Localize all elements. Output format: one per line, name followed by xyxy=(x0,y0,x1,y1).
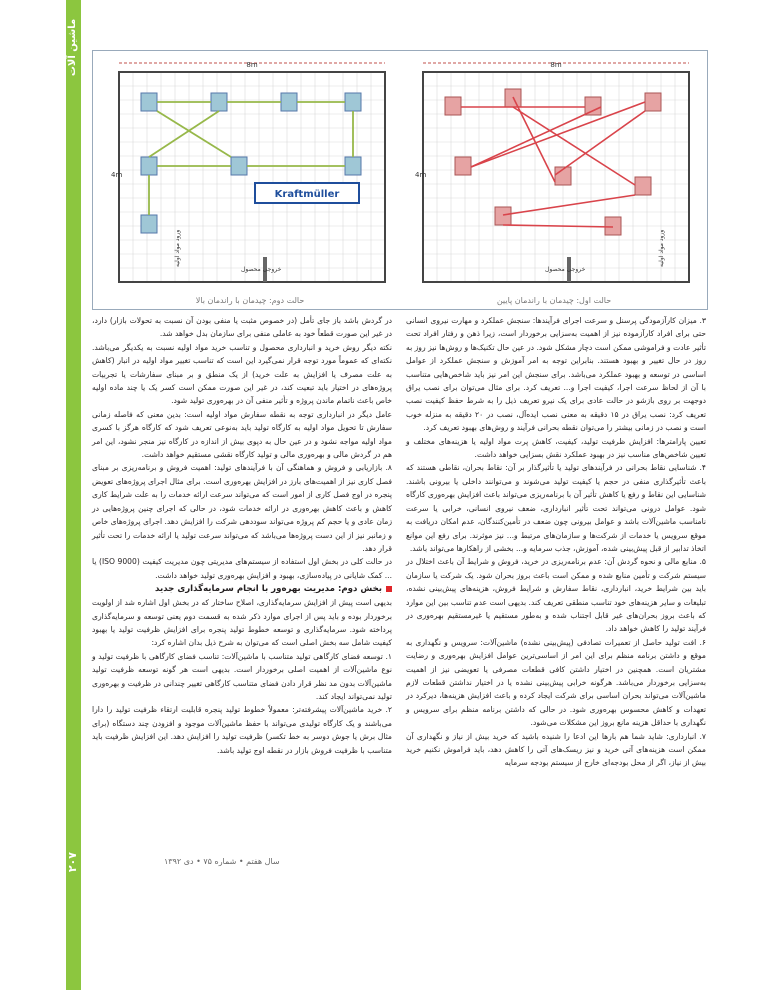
height-label-2: 4m xyxy=(111,171,123,179)
paragraph: در حالت کلی در بخش اول استفاده از سیستم‌های مدیریتی چون مدیریت کیفیت (ISO 9000) یا ... کمک شایانی در پیاده‌سازی، بهبود و افزایش بهره‌وری تولید خواهد داشت. xyxy=(92,557,392,580)
kraftmuller-logo-text: Kraftmüller xyxy=(274,189,340,200)
paragraph: بدیهی است پیش از افزایش سرمایه‌گذاری، اصلاح ساختار که در بخش اول اشاره شد از اولویت برخوردار بوده و باید پس از اجرای موارد ذکر شده به قسمت دوم یعنی توسعه و سرمایه‌گذاری پرداخته شود. سرمایه‌گذاری و توسعه خطوط تولید پنجره برای افزایش ظرفیت تولید یا بهبود کیفیت شامل سه بخش اصلی است که می‌توان به شرح ذیل بدان اشاره کرد: xyxy=(92,598,392,648)
paragraph: ۳. میزان کارآزمودگی پرسنل و سرعت اجرای فرآیندها: سنجش عملکرد و مهارت نیروی انسانی حتی برای افراد کارآزموده نیز از اهمیت به‌سزایی برخوردار است، زیرا ذهن و رفتار افراد تحت تأثیر عادت و فراموشی ممکن است دچار مشکل شود. در عین حال تکنیک‌ها و روش‌ها نیز روز به روز در حال تغییر و بهبود هستند. بنابراین توجه به امر آموزش و سنجش عملکرد از عوامل اساسی در توسعه و بهبود عملکرد می‌باشد. برای سنجش این امر نیز باید شاخص‌هایی متناسب با آن از لحاظ سرعت اجرا، کیفیت اجرا و... تعریف کرد. برای مثال می‌توان برای نصب یراق دوجهت بر روی بازشو در حالت عادی برای یک نیرو تعریف ذیل را به شرط حفظ کیفیت نصب تعریف کرد: نصب یراق در ۱۵ دقیقه به معنی نصب ایده‌آل، نصب در ۲۰ دقیقه به منزله خوب است و نصب در زمانی بیشتر را می‌توان نقطه بحرانی فرآیند و روش‌های بهبود تعریف کرد. xyxy=(406,316,706,433)
layout-figure xyxy=(92,50,708,310)
paragraph: ۲. خرید ماشین‌آلات پیشرفته‌تر: معمولاً خطوط تولید پنجره قابلیت ارتقاء ظرفیت تولید را دارا می‌باشند و یک کارگاه تولیدی می‌تواند با حفظ ماشین‌آلات موجود و افزودن چند دستگاه (برای مثال برش یا جوش دوسر به خط تکسر) ظرفیت تولید را افزایش دهد. این افزایش ظرفیت باید متناسب با ظرفیت فروش بازار در نقطه اوج تولید باشد. xyxy=(92,705,392,755)
layout-panel-high-efficiency xyxy=(101,57,399,303)
page-number: ۲۰۷ xyxy=(66,852,79,873)
floor-plan-low-efficiency xyxy=(405,57,703,295)
paragraph: ۸. بازاریابی و فروش و هماهنگی آن با فرآیندهای تولید: اهمیت فروش و برنامه‌ریزی بر مبنای فصل کاری نیز از اهمیت‌های بارز در افزایش بهره‌وری است. برای مثال اجرای پروژه‌های تعویض پنجره در اوج فصل کاری از امور است که می‌تواند سرعت ارائه خدمات را به علت شرایط کاری کاهش و باعث کاهش بهره‌وری در ارائه خدمات شود، در حالی که اجرای چنین پروژه‌هایی در زمان عادی و یا حجم کم پروژه می‌تواند سوددهی شرکت را افزایش دهد. اجرای پروژه‌های خاص و زمانبر نیز از این دست پروژه‌ها می‌باشد که می‌تواند سرعت تولید یا ارائه خدمات را تحت تأثیر قرار دهد. xyxy=(92,463,392,553)
paragraph: نکته دیگر روش خرید و انبارداری محصول و تناسب خرید مواد اولیه نسبت به یکدیگر می‌باشد. نکته‌ای که عموماً مورد توجه قرار نمی‌گیرد این است که تناسب تغییر مواد اولیه در انبار (کاهش به علت مصرف یا افزایش به علت خرید) از یک منطق و بر مبنای سفارشات یا تجربیات پروژه‌های در اختیار باید تبعیت کند، در غیر این صورت ممکن است کسر یک یا چند ماده اولیه خاص باعث ناتمام ماندن پروژه و تأثیر منفی آن در بهره‌وری تولید شود. xyxy=(92,342,392,406)
text-column-left xyxy=(92,314,392,757)
section-heading xyxy=(92,582,392,596)
paragraph: در گردش باشد باز جای تأمل (در خصوص مثبت یا منفی بودن آن نسبت به تحولات بازار) دارد، در غیر این صورت قطعاً خود به عاملی منفی برای سازمان بدل خواهد شد. xyxy=(92,316,392,339)
output-label-2: خروجی محصول xyxy=(241,266,282,273)
caption-high-efficiency: حالت دوم: چیدمان با راندمان بالا xyxy=(195,296,305,305)
paragraph: عامل دیگر در انبارداری توجه به نقطه سفارش مواد اولیه است: بدین معنی که فاصله زمانی سفارش تا تحویل مواد اولیه به کارگاه تولید باید به‌نوعی تعریف شود که کارگاه هرگز با کسری مواد اولیه مواجه نشود و در عین حال به دپوی بیش از اندازه در کارگاه نیز منجر نشود، این امر هم در گردش مالی و بهره‌وری مالی و تولید کارگاه نقشی مستقیم خواهد داشت. xyxy=(92,409,392,460)
issue-footer: سال هفتم • شماره ۷۵ • دی ۱۳۹۲ xyxy=(164,857,280,866)
paragraph: ۷. انبارداری: شاید شما هم بارها این ادعا را شنیده باشید که خرید بیش از نیاز و نگهداری آن ممکن است هزینه‌های آتی خرید و نیز ریسک‌های آتی را کاهش دهد، باید فراموش نکنیم خرید بیش از نیاز، اگر از محل بودجه‌ای خارج از سیستم بودجه سرمایه xyxy=(406,731,706,768)
entry-label-2: ورود مواد اولیه xyxy=(174,229,181,267)
entry-label: ورود مواد اولیه xyxy=(658,229,665,267)
journal-section-title: ماشین آلات xyxy=(67,18,79,76)
paragraph: ۶. افت تولید حاصل از تعمیرات تصادفی (پیش‌بینی نشده) ماشین‌آلات: سرویس و نگهداری به موقع و داشتن برنامه منظم برای این امر از اساسی‌ترین عوامل افزایش بهره‌وری و رضایت مشتریان است. همچنین در اختیار داشتن کافی قطعات مصرفی یا تعویضی نیز از اهمیت به‌سزایی برخوردار می‌باشد. هرگونه خرابی پیش‌بینی نشده یا در اختیار نداشتن قطعات لازم ماشین‌آلات می‌تواند بحران اساسی برای شرکت ایجاد کرده و باعث افزایش هزینه‌ها، دیرکرد در تعهدات و کاهش محسوس بهره‌وری شود. در حالی که داشتن برنامه منظم برای سرویس و نگهداری با حداقل هزینه مانع بروز این مشکلات می‌شود. xyxy=(406,637,706,728)
paragraph: ۵. منابع مالی و نحوه گردش آن: عدم برنامه‌ریزی در خرید، فروش و شرایط آن باعث اختلال در سیستم شرکت و تأمین منابع شده و ممکن است باعث بروز بحران شود. یک شرکت یا سازمان باید بین شرایط خرید، انبارداری، نقاط سفارش و شرایط فروش، هزینه‌های پیش‌بینی نشده، تبلیغات و سایر هزینه‌های خود تناسب منطقی تعریف کند. بدیهی است عدم تناسب بین این موارد که باعث بروز بحران‌های غیر قابل اجتناب شده و به‌طور مستقیم یا غیرمستقیم بهره‌وری در فرآیند تولید را کاهش خواهد داد. xyxy=(406,557,706,634)
floor-plan-high-efficiency xyxy=(101,57,399,295)
caption-low-efficiency: حالت اول: چیدمان با راندمان پایین xyxy=(496,296,612,305)
section-heading-text: بخش دوم: مدیریت بهره‌ور با انجام سرمایه‌گذاری جدید xyxy=(155,584,382,595)
paragraph: ۱. توسعه فضای کارگاهی تولید متناسب با ماشین‌آلات: تناسب فضای کارگاهی با ظرفیت تولید و نوع ماشین‌آلات از اهمیت اصلی برخوردار است. بدیهی است هر گونه توسعه ظرفیت تولید ماشین‌آلات بدون مد نظر قرار دادن فضای متناسب کارگاهی تغییر چندانی در ظرفیت و بهره‌وری تولید نمی‌تواند ایجاد کند. xyxy=(92,651,392,701)
width-label-2: 8m xyxy=(246,61,258,69)
text-column-right xyxy=(406,314,706,770)
paragraph: ۴. شناسایی نقاط بحرانی در فرآیندهای تولید یا تأثیرگذار بر آن: نقاط بحران، نقاطی هستند که باعث تأثیرگذاری منفی در حجم یا کیفیت تولید می‌شوند و می‌توانند داخلی یا بیرونی باشند. شناسایی این نقاط و رفع یا کاهش تأثیر آن با برنامه‌ریزی می‌تواند باعث افزایش بهره‌وری کارگاه شود. عوامل درونی می‌تواند تحت تأثیر انبارداری، ضعف نیروی انسانی، خرابی یا سرعت نامناسب ماشین‌آلات باشد و عوامل بیرونی چون ضعف در تأمین‌کنندگان، عدم امکان دریافت به موقع سرویس یا خدمات از شرکت‌ها و سازمان‌های مرتبط و... نیز موثرند. برای رفع این موانع اتخاذ تدابیر از قبل پیش‌بینی شده، آموزش، جذب سرمایه و... بخشی از راهکارها می‌تواند باشد. xyxy=(405,463,706,553)
output-label: خروجی محصول xyxy=(545,266,586,273)
side-color-strip xyxy=(66,0,81,990)
height-label: 4m xyxy=(415,171,427,179)
square-bullet-icon xyxy=(386,586,392,592)
layout-panel-low-efficiency xyxy=(405,57,703,303)
paragraph: تعیین پارامترها: افزایش ظرفیت تولید، کیفیت، کاهش پرت مواد اولیه یا هزینه‌های مختلف و تعیین شاخص‌های مناسب نیز در بهبود عملکرد نقش بسزایی خواهد داشت. xyxy=(406,436,706,460)
width-label: 8m xyxy=(550,61,562,69)
